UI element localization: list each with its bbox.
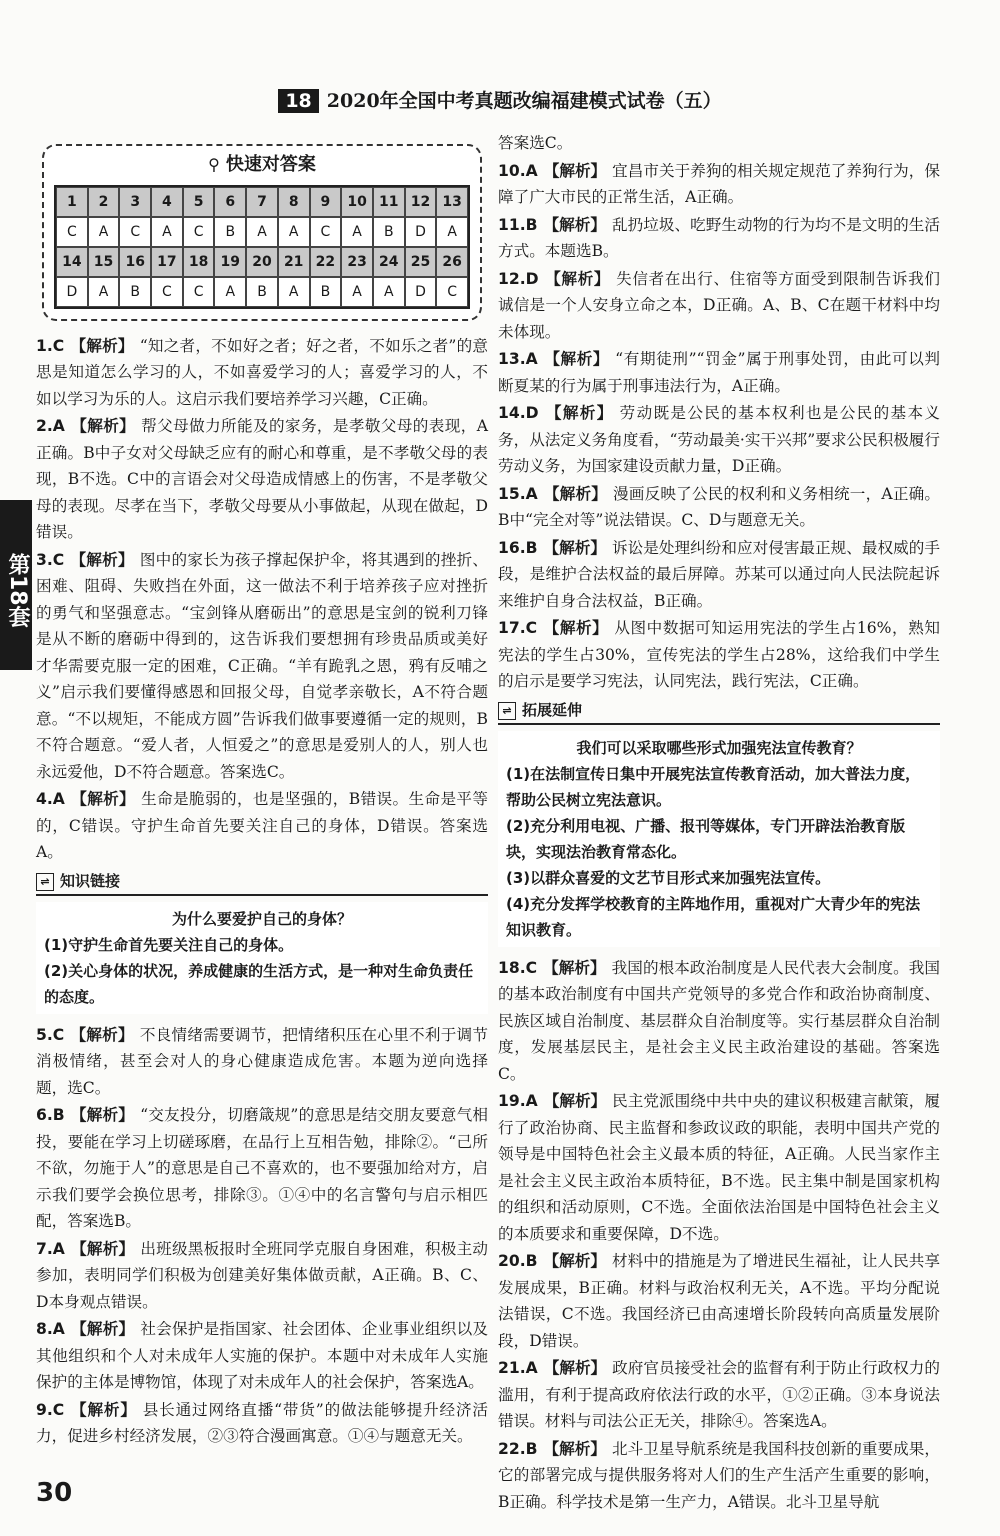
explanation-entry bbox=[498, 266, 940, 346]
explanation-entry bbox=[498, 481, 940, 534]
extension-title: 我们可以采取哪些形式加强宪法宣传教育？ bbox=[576, 738, 862, 757]
entry-text: 从图中数据可知运用宪法的学生占16%，熟知宪法的学生占30%，宣传宪法的学生占28%，这给我们中学生的启示是要学习宪法，认同宪法，践行宪法，C正确。 bbox=[498, 619, 940, 690]
entry-text: 诉讼是处理纠纷和应对侵害最正规、最权威的手段，是维护合法权益的最后屏障。苏某可以通过向人民法院起诉来维护自身合法权益，B正确。 bbox=[498, 538, 940, 610]
question-number-cell: 25 bbox=[405, 247, 437, 277]
explanation-entry bbox=[498, 346, 940, 399]
question-number-cell: 4 bbox=[151, 187, 183, 217]
answer-cell: C bbox=[151, 277, 183, 307]
question-number-cell: 15 bbox=[88, 247, 120, 277]
answer-cell: A bbox=[278, 277, 310, 307]
explanation-entry bbox=[36, 333, 488, 413]
entry-number: 17.C bbox=[498, 619, 538, 637]
right-column bbox=[498, 130, 940, 1516]
answer-cell: C bbox=[56, 217, 88, 247]
answer-cell: B bbox=[310, 277, 342, 307]
answer-cell: A bbox=[373, 277, 405, 307]
answer-cell: A bbox=[214, 277, 246, 307]
explanation-entry bbox=[498, 400, 940, 480]
side-tab: 第18套 bbox=[0, 500, 32, 670]
answer-cell: A bbox=[246, 217, 278, 247]
answer-cell: A bbox=[341, 277, 373, 307]
knowledge-box bbox=[36, 902, 488, 1014]
analysis-tag: 【解析】 bbox=[70, 1320, 135, 1338]
right-entries bbox=[498, 130, 940, 695]
question-number-cell: 23 bbox=[341, 247, 373, 277]
explanation-entry bbox=[36, 1316, 488, 1396]
explanation-entry bbox=[498, 1355, 940, 1435]
entry-text: 宜昌市关于养狗的相关规定规范了养狗行为，保障了广大市民的正常生活，A正确。 bbox=[498, 161, 940, 206]
analysis-tag: 【解析】 bbox=[543, 350, 610, 368]
entry-number: 6.B bbox=[36, 1106, 65, 1124]
entry-text: 答案选C。 bbox=[498, 134, 573, 152]
entry-text: 漫画反映了公民的权利和义务相统一，A正确。B中“完全对等”说法错误。C、D与题意无关。 bbox=[498, 484, 940, 529]
knowledge-title: 为什么要爱护自己的身体？ bbox=[171, 909, 352, 928]
knowledge-item: (2)关心身体的状况，养成健康的生活方式，是一种对生命负责任的态度。 bbox=[44, 961, 474, 1006]
entry-text: 乱扔垃圾、吃野生动物的行为均不是文明的生活方式。本题选B。 bbox=[498, 215, 940, 260]
explanation-entry bbox=[498, 955, 940, 1088]
question-number-cell: 20 bbox=[246, 247, 278, 277]
answer-cell: C bbox=[183, 277, 215, 307]
explanation-entry bbox=[36, 1102, 488, 1235]
analysis-tag: 【解析】 bbox=[543, 161, 607, 180]
entry-number: 2.A bbox=[36, 417, 65, 435]
extension-box bbox=[498, 731, 940, 947]
analysis-tag: 【解析】 bbox=[543, 1359, 607, 1377]
magnifier-icon: ⚲ bbox=[208, 155, 220, 174]
entry-number: 3.C bbox=[36, 550, 65, 569]
left-column bbox=[36, 130, 488, 1451]
entry-text: 我国的根本政治制度是人民代表大会制度。我国的基本政治制度有中国共产党领导的多党合作和政治协商制度、民族区域自治制度、基层群众自治制度等。实行基层群众自治制度，发展基层民主，是社会主义民主政治建设的基础。答案选C。 bbox=[498, 958, 940, 1083]
explanation-entry bbox=[36, 413, 488, 546]
entry-number: 4.A bbox=[36, 790, 65, 808]
question-number-cell: 13 bbox=[436, 187, 468, 217]
explanation-entry bbox=[498, 1248, 940, 1354]
entry-text: 县长通过网络直播“带货”的做法能够提升经济活力，促进乡村经济发展，②③符合漫画寓意。①④与题意无关。 bbox=[36, 1400, 488, 1445]
entry-text: 不良情绪需要调节，把情绪积压在心里不利于调节消极情绪，甚至会对人的身心健康造成危害。本题为逆向选择题，选C。 bbox=[36, 1025, 488, 1097]
analysis-tag: 【解析】 bbox=[543, 1252, 607, 1270]
question-number-cell: 24 bbox=[373, 247, 405, 277]
answer-cell: B bbox=[119, 277, 151, 307]
analysis-tag: 【解析】 bbox=[543, 215, 607, 234]
analysis-tag: 【解析】 bbox=[544, 404, 614, 422]
extension-head: ⇌ 拓展延伸 bbox=[498, 699, 940, 725]
question-number-cell: 22 bbox=[310, 247, 342, 277]
analysis-tag: 【解析】 bbox=[543, 1439, 607, 1458]
answer-box-title: ⚲ 快速对答案 bbox=[54, 152, 470, 179]
knowledge-item: (1)守护生命首先要关注自己的身体。 bbox=[44, 935, 294, 954]
page-number: 30 bbox=[36, 1478, 73, 1508]
extension-item: (2)充分利用电视、广播、报刊等媒体，专门开辟法治教育版块，实现法治教育常态化。 bbox=[506, 816, 906, 861]
explanation-entry bbox=[498, 1088, 940, 1247]
page-title: 2020年全国中考真题改编福建模式试卷（五） bbox=[326, 90, 722, 112]
question-number-cell: 17 bbox=[151, 247, 183, 277]
explanation-entry bbox=[498, 130, 940, 157]
entry-text: 生命是脆弱的，也是坚强的，B错误。生命是平等的，C错误。守护生命首先要关注自己的身体，D错误。答案选A。 bbox=[36, 790, 488, 861]
extension-item: (3)以群众喜爱的文艺节目形式来加强宪法宣传。 bbox=[506, 868, 831, 887]
analysis-tag: 【解析】 bbox=[543, 958, 606, 977]
entry-number: 18.C bbox=[498, 958, 538, 977]
question-number-cell: 21 bbox=[278, 247, 310, 277]
entry-text: 民主党派围绕中共中央的建议积极建言献策，履行了政治协商、民主监督和参政议政的职能，表明中国共产党的领导是中国特色社会主义最本质的特征，A正确。人民当家作主是社会主义民主政治本质特征，B不选。民主集中制是国家机构的组织和活动原则，C不选。全面依法治国是中国特色社会主义的本质要求和重要保障，D不选。 bbox=[498, 1092, 940, 1243]
entry-number: 19.A bbox=[498, 1092, 538, 1110]
entry-number: 16.B bbox=[498, 538, 538, 557]
entry-number: 15.A bbox=[498, 484, 538, 503]
answer-cell: A bbox=[278, 217, 310, 247]
entry-text: 北斗卫星导航系统是我国科技创新的重要成果，它的部署完成与提供服务将对人们的生产生活产生重要的影响，B正确。科学技术是第一生产力，A错误。北斗卫星导航 bbox=[498, 1439, 940, 1511]
answer-cell: A bbox=[88, 277, 120, 307]
entry-text: 出班级黑板报时全班同学克服自身困难，积极主动参加，表明同学们积极为创建美好集体做贡献，A正确。B、C、D本身观点错误。 bbox=[36, 1239, 488, 1311]
answer-cell: C bbox=[436, 277, 468, 307]
entry-number: 14.D bbox=[498, 404, 539, 422]
question-number-cell: 26 bbox=[436, 247, 468, 277]
link-icon: ⇌ bbox=[498, 702, 516, 720]
answer-cell: A bbox=[88, 217, 120, 247]
quick-answer-box bbox=[42, 144, 482, 321]
question-number-cell: 9 bbox=[310, 187, 342, 217]
entry-number: 1.C bbox=[36, 336, 65, 355]
left-entries bbox=[36, 333, 488, 866]
question-number-cell: 5 bbox=[183, 187, 215, 217]
extension-item: (1)在法制宣传日集中开展宪法宣传教育活动，加大普法力度，帮助公民树立宪法意识。 bbox=[506, 764, 921, 809]
entry-text: “有期徒刑”“罚金”属于刑事处罚，由此可以判断夏某的行为属于刑事违法行为，A正确。 bbox=[498, 350, 940, 395]
analysis-tag: 【解析】 bbox=[70, 1400, 137, 1419]
answer-cell: D bbox=[56, 277, 88, 307]
left-entries-2 bbox=[36, 1022, 488, 1450]
entry-number: 13.A bbox=[498, 350, 538, 368]
question-number-cell: 1 bbox=[56, 187, 88, 217]
explanation-entry bbox=[36, 1022, 488, 1102]
question-number-cell: 10 bbox=[341, 187, 373, 217]
right-entries-2 bbox=[498, 955, 940, 1516]
explanation-entry bbox=[36, 1397, 488, 1450]
question-number-cell: 16 bbox=[119, 247, 151, 277]
answer-cell: C bbox=[310, 217, 342, 247]
page-header bbox=[0, 86, 1000, 113]
analysis-tag: 【解析】 bbox=[70, 417, 136, 435]
answer-cell: B bbox=[214, 217, 246, 247]
entry-number: 10.A bbox=[498, 161, 538, 180]
answer-cell: A bbox=[151, 217, 183, 247]
analysis-tag: 【解析】 bbox=[70, 1106, 135, 1124]
analysis-tag: 【解析】 bbox=[543, 484, 608, 503]
extension-item: (4)充分发挥学校教育的主阵地作用，重视对广大青少年的宪法知识教育。 bbox=[506, 894, 921, 939]
entry-text: 劳动既是公民的基本权利也是公民的基本义务，从法定义务角度看，“劳动最美·实干兴邦”要求公民积极履行劳动义务，为国家建设贡献力量，D正确。 bbox=[498, 404, 940, 475]
analysis-tag: 【解析】 bbox=[70, 336, 134, 355]
explanation-entry bbox=[36, 786, 488, 866]
entry-number: 12.D bbox=[498, 269, 539, 288]
entry-number: 8.A bbox=[36, 1320, 65, 1338]
knowledge-link-head: ⇌ 知识链接 bbox=[36, 870, 488, 896]
answer-cell: D bbox=[405, 217, 437, 247]
explanation-entry bbox=[498, 158, 940, 211]
answer-cell: C bbox=[183, 217, 215, 247]
question-number-cell: 3 bbox=[119, 187, 151, 217]
question-number-cell: 2 bbox=[88, 187, 120, 217]
answer-cell: A bbox=[341, 217, 373, 247]
explanation-entry bbox=[36, 547, 488, 786]
entry-number: 9.C bbox=[36, 1400, 65, 1419]
analysis-tag: 【解析】 bbox=[544, 269, 611, 288]
entry-number: 22.B bbox=[498, 1439, 538, 1458]
analysis-tag: 【解析】 bbox=[70, 790, 136, 808]
explanation-entry bbox=[36, 1236, 488, 1316]
question-number-cell: 18 bbox=[183, 247, 215, 277]
entry-text: 政府官员接受社会的监督有利于防止行政权力的滥用，有利于提高政府依法行政的水平，①②正确。③本身说法错误。材料与司法公正无关，排除④。答案选A。 bbox=[498, 1359, 940, 1430]
entry-number: 20.B bbox=[498, 1252, 538, 1270]
entry-number: 21.A bbox=[498, 1359, 538, 1377]
link-icon: ⇌ bbox=[36, 873, 54, 891]
answer-cell: B bbox=[373, 217, 405, 247]
analysis-tag: 【解析】 bbox=[543, 619, 609, 637]
entry-text: 社会保护是指国家、社会团体、企业事业组织以及其他组织和个人对未成年人实施的保护。本题中对未成年人实施保护的主体是博物馆，体现了对未成年人的社会保护，答案选A。 bbox=[36, 1320, 488, 1391]
analysis-tag: 【解析】 bbox=[543, 1092, 607, 1110]
question-number-cell: 12 bbox=[405, 187, 437, 217]
analysis-tag: 【解析】 bbox=[70, 1239, 135, 1258]
explanation-entry bbox=[498, 615, 940, 695]
entry-number: 5.C bbox=[36, 1025, 65, 1044]
answer-cell: A bbox=[436, 217, 468, 247]
question-number-cell: 14 bbox=[56, 247, 88, 277]
entry-text: 帮父母做力所能及的家务，是孝敬父母的表现，A正确。B中子女对父母缺乏应有的耐心和尊重，是不孝敬父母的表现，B不选。C中的言语会对父母造成情感上的伤害，不是孝敬父母的表现。尽孝在当下，孝敬父母要从小事做起，从现在做起，D错误。 bbox=[36, 417, 488, 541]
answer-cell: D bbox=[405, 277, 437, 307]
question-number-cell: 8 bbox=[278, 187, 310, 217]
analysis-tag: 【解析】 bbox=[543, 538, 607, 557]
entry-text: 图中的家长为孩子撑起保护伞，将其遇到的挫折、困难、阻碍、失败挡在外面，这一做法不利于培养孩子应对挫折的勇气和坚强意志。“宝剑锋从磨砺出”的意思是宝剑的锐利刀锋是从不断的磨砺中得到的，这告诉我们要想拥有珍贵品质或美好才华需要克服一定的困难，C正确。“羊有跪乳之恩，鸦有反哺之义”启示我们要懂得感恩和回报父母，自觉孝亲敬长，A不符合题意。“不以规矩，不能成方圆”告诉我们做事要遵循一定的规则，B不符合题意。“爱人者，人恒爱之”的意思是爱别人的人，别人也永远爱他，D不符合题意。答案选C。 bbox=[36, 550, 488, 781]
entry-text: 材料中的措施是为了增进民生福祉，让人民共享发展成果，B正确。材料与政治权利无关，A不选。平均分配说法错误，C不选。我国经济已由高速增长阶段转向高质量发展阶段，D错误。 bbox=[498, 1252, 940, 1350]
answer-cell: C bbox=[119, 217, 151, 247]
explanation-entry bbox=[498, 535, 940, 615]
explanation-entry bbox=[498, 1436, 940, 1516]
question-number-cell: 6 bbox=[214, 187, 246, 217]
analysis-tag: 【解析】 bbox=[70, 1025, 134, 1044]
entry-number: 11.B bbox=[498, 215, 538, 234]
set-number: 18 bbox=[278, 89, 318, 113]
entry-text: 失信者在出行、住宿等方面受到限制告诉我们诚信是一个人安身立命之本，D正确。A、B、C在题干材料中均未体现。 bbox=[498, 269, 940, 341]
answer-grid bbox=[54, 185, 470, 309]
entry-number: 7.A bbox=[36, 1239, 65, 1258]
question-number-cell: 19 bbox=[214, 247, 246, 277]
entry-text: “交友投分，切磨箴规”的意思是结交朋友要意气相投，要能在学习上切磋琢磨，在品行上互相告勉，排除②。“己所不欲，勿施于人”的意思是自己不喜欢的，也不要强加给对方，启示我们要学会换位思考，排除③。①④中的名言警句与启示相匹配，答案选B。 bbox=[36, 1106, 488, 1230]
question-number-cell: 7 bbox=[246, 187, 278, 217]
answer-cell: B bbox=[246, 277, 278, 307]
entry-text: “知之者，不如好之者；好之者，不如乐之者”的意思是知道怎么学习的人，不如喜爱学习的人；喜爱学习的人，不如以学习为乐的人。这启示我们要培养学习兴趣，C正确。 bbox=[36, 336, 488, 408]
question-number-cell: 11 bbox=[373, 187, 405, 217]
analysis-tag: 【解析】 bbox=[70, 550, 134, 569]
explanation-entry bbox=[498, 212, 940, 265]
